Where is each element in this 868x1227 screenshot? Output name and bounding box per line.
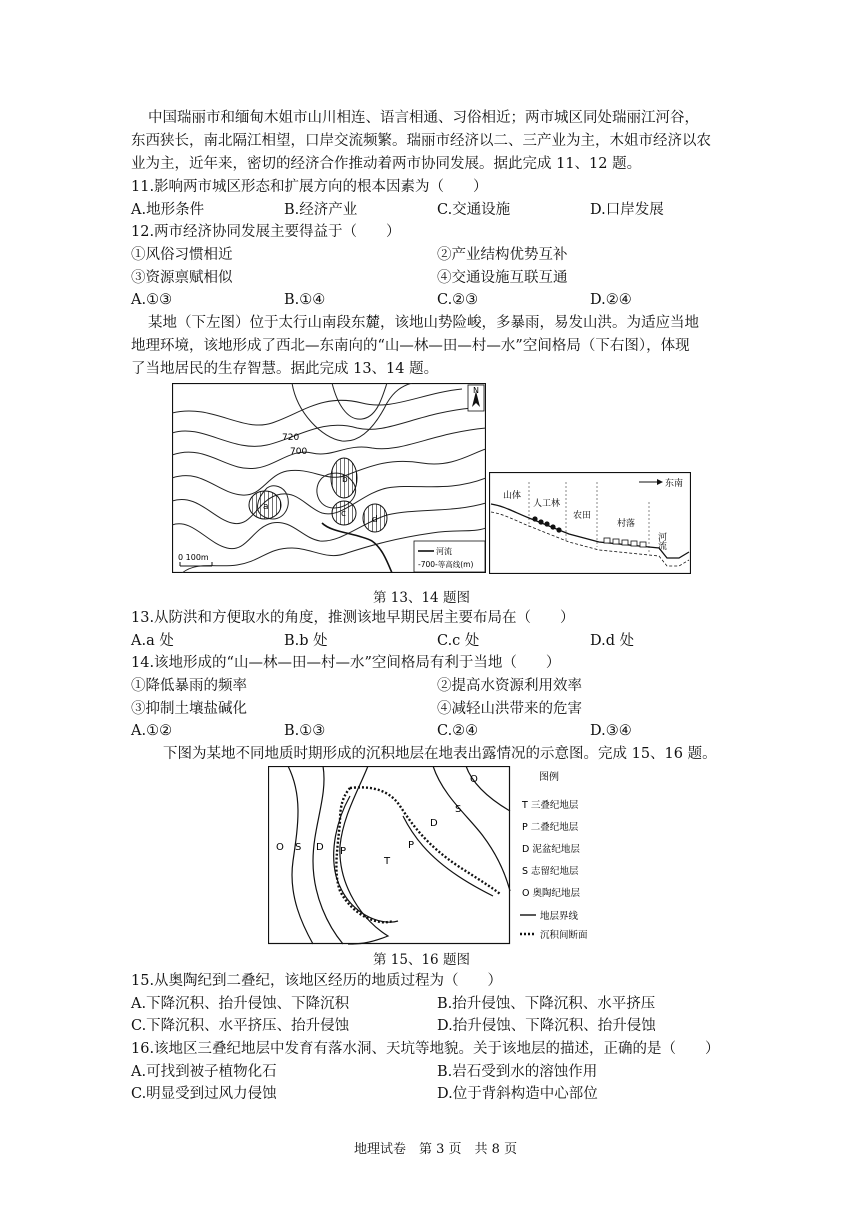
legend-unconformity: 沉积间断面	[540, 930, 588, 941]
legend-contour-label: -700-等高线(m)	[418, 560, 474, 569]
q12-item-3: ③资源禀赋相似	[131, 270, 233, 286]
q11-stem: 11.影响两市城区形态和扩展方向的根本因素为（ ）	[131, 179, 488, 195]
strata-label-o-west: O	[276, 842, 284, 853]
q14-item-3: ③抑制土壤盐碱化	[131, 701, 247, 717]
fig-15-16-caption: 第 15、16 题图	[373, 952, 470, 968]
q15-stem: 15.从奥陶纪到二叠纪，该地区经历的地质过程为（ ）	[131, 973, 503, 989]
legend-d: D 泥盆纪地层	[522, 844, 580, 855]
q13-option-d[interactable]: D.d 处	[590, 633, 635, 649]
q12-option-c[interactable]: C.②③	[437, 292, 479, 308]
passage-1-line-3: 业为主，近年来，密切的经济合作推动着两市协同发展。据此完成 11、12 题。	[131, 156, 642, 172]
q12-item-4: ④交通设施互联互通	[437, 270, 568, 286]
strata-map-figure	[268, 766, 608, 946]
q11-option-a[interactable]: A.地形条件	[131, 202, 205, 218]
legend-p: P 二叠纪地层	[522, 822, 579, 833]
q14-option-c[interactable]: C.②④	[437, 723, 479, 739]
strata-label-p-west: P	[340, 846, 347, 857]
q16-option-c[interactable]: C.明显受到过风力侵蚀	[131, 1086, 277, 1102]
q12-stem: 12.两市经济协同发展主要得益于（ ）	[131, 224, 401, 240]
passage-2-line-3: 了当地居民的生存智慧。据此完成 13、14 题。	[131, 361, 439, 377]
passage-2-line-2: 地理环境，该地形成了西北—东南向的“山—林—田—村—水”空间格局（下右图），体现	[131, 338, 690, 354]
q13-option-b[interactable]: B.b 处	[284, 633, 328, 649]
q16-option-a[interactable]: A.可找到被子植物化石	[131, 1064, 277, 1080]
legend-river-label: 河流	[436, 547, 452, 556]
strata-label-p-east: P	[408, 840, 415, 851]
legend-title: 图例	[539, 772, 559, 783]
q13-option-c[interactable]: C.c 处	[437, 633, 480, 649]
q15-option-b[interactable]: B.抬升侵蚀、下降沉积、水平挤压	[437, 996, 656, 1012]
q11-option-d[interactable]: D.口岸发展	[590, 202, 664, 218]
contour-map-figure	[172, 383, 486, 573]
point-d-label: d	[372, 515, 378, 525]
q13-stem: 13.从防洪和方便取水的角度，推测该地早期民居主要布局在（ ）	[131, 610, 575, 626]
scale-label: 0 100m	[178, 553, 209, 562]
legend-boundary: 地层界线	[540, 911, 579, 922]
point-a-label: a	[263, 502, 269, 512]
profile-village-label: 村落	[617, 519, 636, 529]
legend-t: T 三叠纪地层	[522, 800, 579, 811]
strata-map-frame	[269, 767, 510, 944]
q12-option-a[interactable]: A.①③	[131, 292, 173, 308]
strata-label-s-west: S	[295, 842, 302, 853]
passage-2-line-1: 某地（下左图）位于太行山南段东麓，该地山势险峻，多暴雨，易发山洪。为适应当地	[148, 315, 699, 331]
strata-label-t: T	[384, 856, 391, 867]
q15-option-a[interactable]: A.下降沉积、抬升侵蚀、下降沉积	[131, 996, 350, 1012]
q14-item-4: ④减轻山洪带来的危害	[437, 701, 582, 717]
passage-3-line: 下图为某地不同地质时期形成的沉积地层在地表出露情况的示意图。完成 15、16 题。	[163, 746, 717, 762]
q16-option-d[interactable]: D.位于背斜构造中心部位	[437, 1086, 598, 1102]
passage-1-line-1: 中国瑞丽市和缅甸木姐市山川相连、语言相通、习俗相近；两市城区同处瑞丽江河谷，	[148, 110, 699, 126]
legend-o: O 奥陶纪地层	[522, 888, 580, 899]
q11-option-b[interactable]: B.经济产业	[284, 202, 358, 218]
strata-label-s-east: S	[455, 804, 462, 815]
q14-option-a[interactable]: A.①②	[131, 723, 173, 739]
passage-1-line-2: 东西狭长，南北隔江相望，口岸交流频繁。瑞丽市经济以二、三产业为主，木姐市经济以农	[131, 133, 711, 149]
profile-forest-label: 人工林	[533, 499, 561, 509]
q14-item-1: ①降低暴雨的频率	[131, 678, 247, 694]
point-b-label: b	[342, 475, 348, 485]
page-footer: 地理试卷 第 3 页 共 8 页	[354, 1142, 518, 1157]
q12-option-d[interactable]: D.②④	[590, 292, 632, 308]
q14-option-b[interactable]: B.①③	[284, 723, 326, 739]
legend-s: S 志留纪地层	[522, 866, 579, 877]
fig-13-14-caption: 第 13、14 题图	[373, 590, 470, 606]
strata-label-d-east: D	[430, 818, 438, 829]
profile-direction-label: 东南	[665, 479, 684, 489]
profile-figure	[489, 472, 691, 574]
q14-stem: 14.该地形成的“山—林—田—村—水”空间格局有利于当地（ ）	[131, 655, 561, 671]
q12-item-2: ②产业结构优势互补	[437, 247, 568, 263]
q12-item-1: ①风俗习惯相近	[131, 247, 233, 263]
q14-item-2: ②提高水资源利用效率	[437, 678, 582, 694]
profile-river-label: 河流	[656, 532, 666, 550]
q14-option-d[interactable]: D.③④	[590, 723, 632, 739]
q11-option-c[interactable]: C.交通设施	[437, 202, 511, 218]
strata-label-o-east: O	[470, 774, 478, 785]
q13-option-a[interactable]: A.a 处	[131, 633, 174, 649]
profile-mountain-label: 山体	[503, 491, 522, 501]
contour-720-label: 720	[282, 433, 300, 443]
strata-label-d-west: D	[316, 842, 324, 853]
q16-option-b[interactable]: B.岩石受到水的溶蚀作用	[437, 1064, 598, 1080]
north-label: N	[473, 386, 479, 395]
q15-option-c[interactable]: C.下降沉积、水平挤压、抬升侵蚀	[131, 1018, 350, 1034]
contour-700-label: 700	[290, 447, 308, 457]
q12-option-b[interactable]: B.①④	[284, 292, 326, 308]
profile-field-label: 农田	[573, 511, 592, 521]
point-c-label: c	[341, 509, 346, 519]
q16-stem: 16.该地区三叠纪地层中发育有落水洞、天坑等地貌。关于该地层的描述，正确的是（ ）	[131, 1041, 720, 1057]
q15-option-d[interactable]: D.抬升侵蚀、下降沉积、抬升侵蚀	[437, 1018, 656, 1034]
